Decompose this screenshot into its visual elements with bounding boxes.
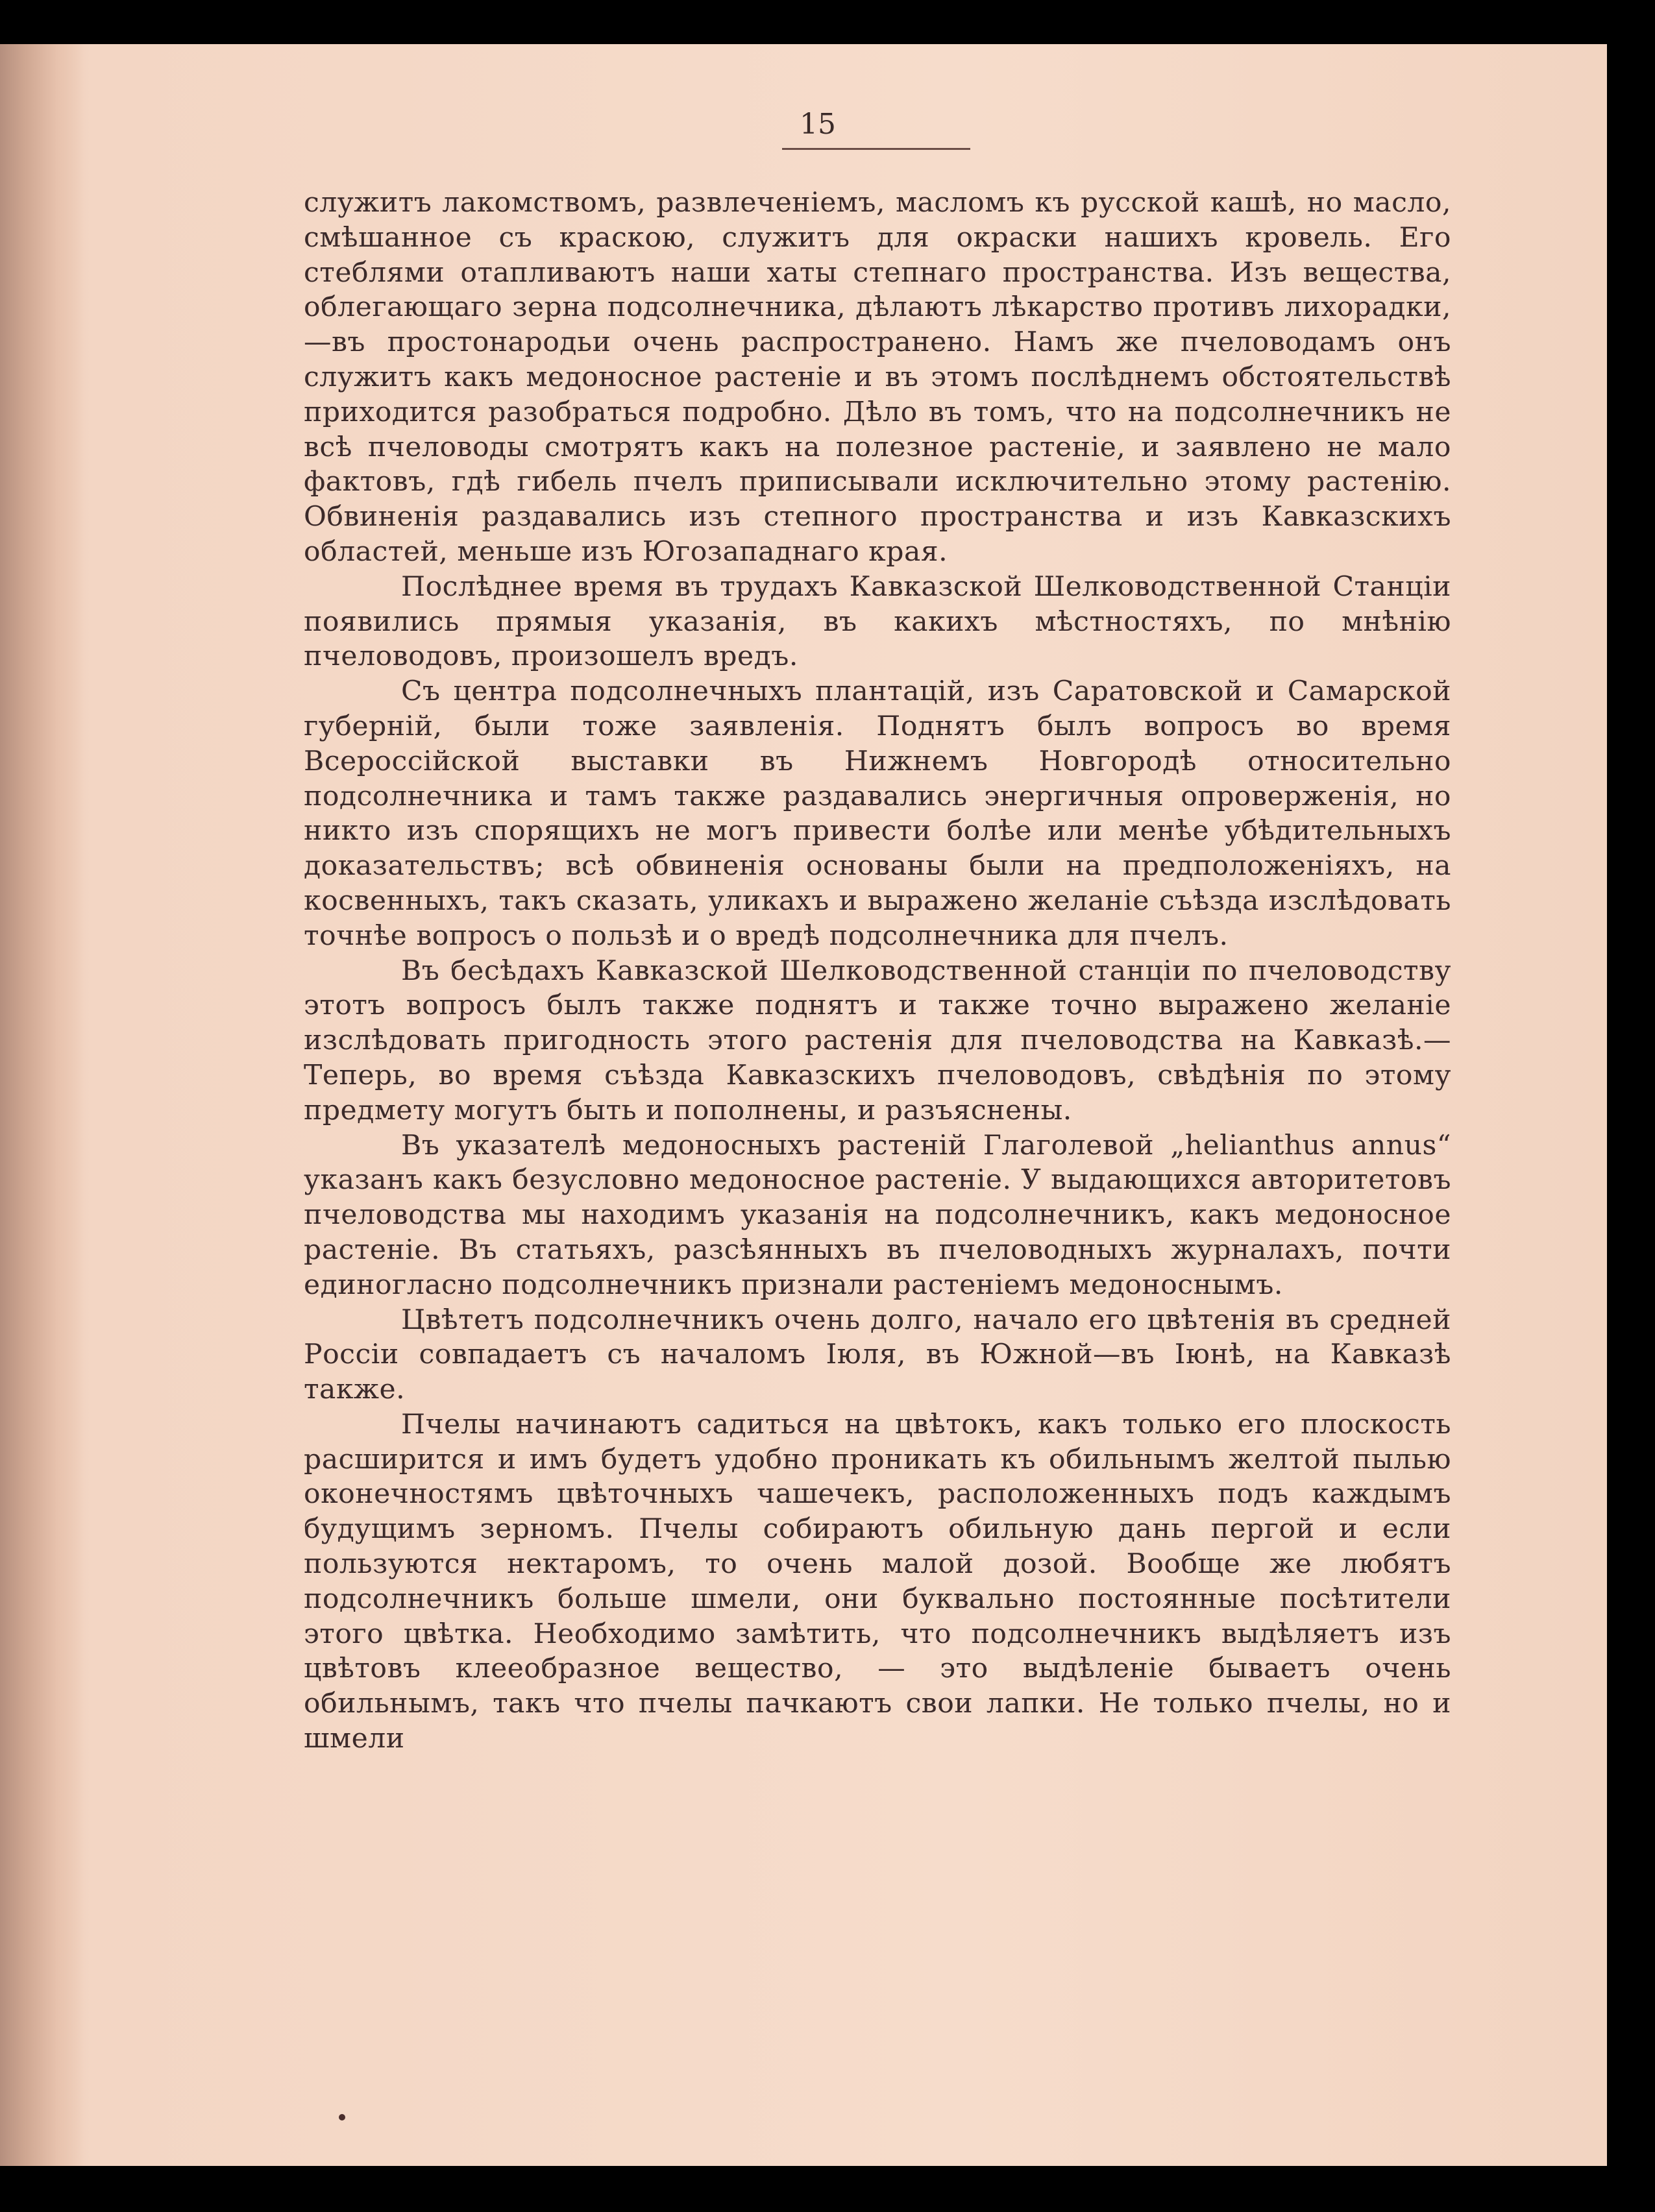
page-number: 15 <box>800 108 836 141</box>
paragraph-3: Съ центра подсолнечныхъ плантацій, изъ Саратовской и Самарской губерній, были тоже заявленія. Поднятъ былъ вопросъ во время Всероссійской выставки въ Нижнемъ Новгородѣ относительно подсолнечника и тамъ также раздавались энергичныя опроверженія, но никто изъ спорящихъ не могъ привести болѣе или менѣе убѣдительныхъ доказательствъ; всѣ обвиненія основаны были на предположеніяхъ, на косвенныхъ, такъ сказать, уликахъ и выражено желаніе съѣзда изслѣдовать точнѣе вопросъ о пользѣ и о вредѣ подсолнечника для пчелъ. <box>304 675 1451 952</box>
paragraph-7: Пчелы начинаютъ садиться на цвѣтокъ, какъ только его плоскость расширится и имъ будетъ удобно проникать къ обильнымъ желтой пылью оконечностямъ цвѣточныхъ чашечекъ, расположенныхъ подъ каждымъ будущимъ зерномъ. Пчелы собираютъ обильную дань пергой и если пользуются нектаромъ, то очень малой дозой. Вообще же любятъ подсолнечникъ больше шмели, они буквально постоянные посѣтители этого цвѣтка. Необходимо замѣтить, что подсолнечникъ выдѣляетъ изъ цвѣтовъ клееобразное вещество, — это выдѣленіе бываетъ очень обильнымъ, такъ что пчелы пачкаютъ свои лапки. Не только пчелы, но и шмели <box>304 1408 1451 1755</box>
paragraph-1: служитъ лакомствомъ, развлеченіемъ, масломъ къ русской кашѣ, но масло, смѣшанное съ краскою, служитъ для окраски нашихъ кровель. Его стеблями отапливаютъ наши хаты степнаго пространства. Изъ вещества, облегающаго зерна подсолнечника, дѣлаютъ лѣкарство противъ лихорадки,—въ простонародьи очень распространено. Намъ же пчеловодамъ онъ служитъ какъ медоносное растеніе и въ этомъ послѣднемъ обстоятельствѣ приходится разобраться подробно. Дѣло въ томъ, что на подсолнечникъ не всѣ пчеловоды смотрятъ какъ на полезное растеніе, и заявлено не мало фактовъ, гдѣ гибель пчелъ приписывали исключительно этому растенію. Обвиненія раздавались изъ степного пространства и изъ Кавказскихъ областей, меньше изъ Югозападнаго края. <box>304 187 1451 568</box>
page-spine-shadow <box>0 44 84 2166</box>
paragraph-5: Въ указателѣ медоносныхъ растеній Глаголевой „helianthus annus“ указанъ какъ безусловно медоносное растеніе. У выдающихся авторитетовъ пчеловодства мы находимъ указанія на подсолнечникъ, какъ медоносное растеніе. Въ статьяхъ, разсѣянныхъ въ пчеловодныхъ журналахъ, почти единогласно подсолнечникъ признали растеніемъ медоноснымъ. <box>304 1129 1451 1301</box>
header-rule <box>782 148 970 150</box>
paragraph-4: Въ бесѣдахъ Кавказской Шелководственной станціи по пчеловодству этотъ вопросъ былъ также поднятъ и также точно выражено желаніе изслѣдовать пригодность этого растенія для пчеловодства на Кавказѣ.—Теперь, во время съѣзда Кавказскихъ пчеловодовъ, свѣдѣнія по этому предмету могутъ быть и пополнены, и разъяснены. <box>304 954 1451 1126</box>
book-page <box>0 44 1607 2166</box>
ink-spot <box>339 2114 345 2121</box>
paragraph-6: Цвѣтетъ подсолнечникъ очень долго, начало его цвѣтенія въ средней Россіи совпадаетъ съ началомъ Іюля, въ Южной—въ Іюнѣ, на Кавказѣ также. <box>304 1304 1451 1406</box>
body-text <box>304 186 1451 1756</box>
paragraph-2: Послѣднее время въ трудахъ Кавказской Шелководственной Станціи появились прямыя указанія, въ какихъ мѣстностяхъ, по мнѣнію пчеловодовъ, произошелъ вредъ. <box>304 570 1451 673</box>
